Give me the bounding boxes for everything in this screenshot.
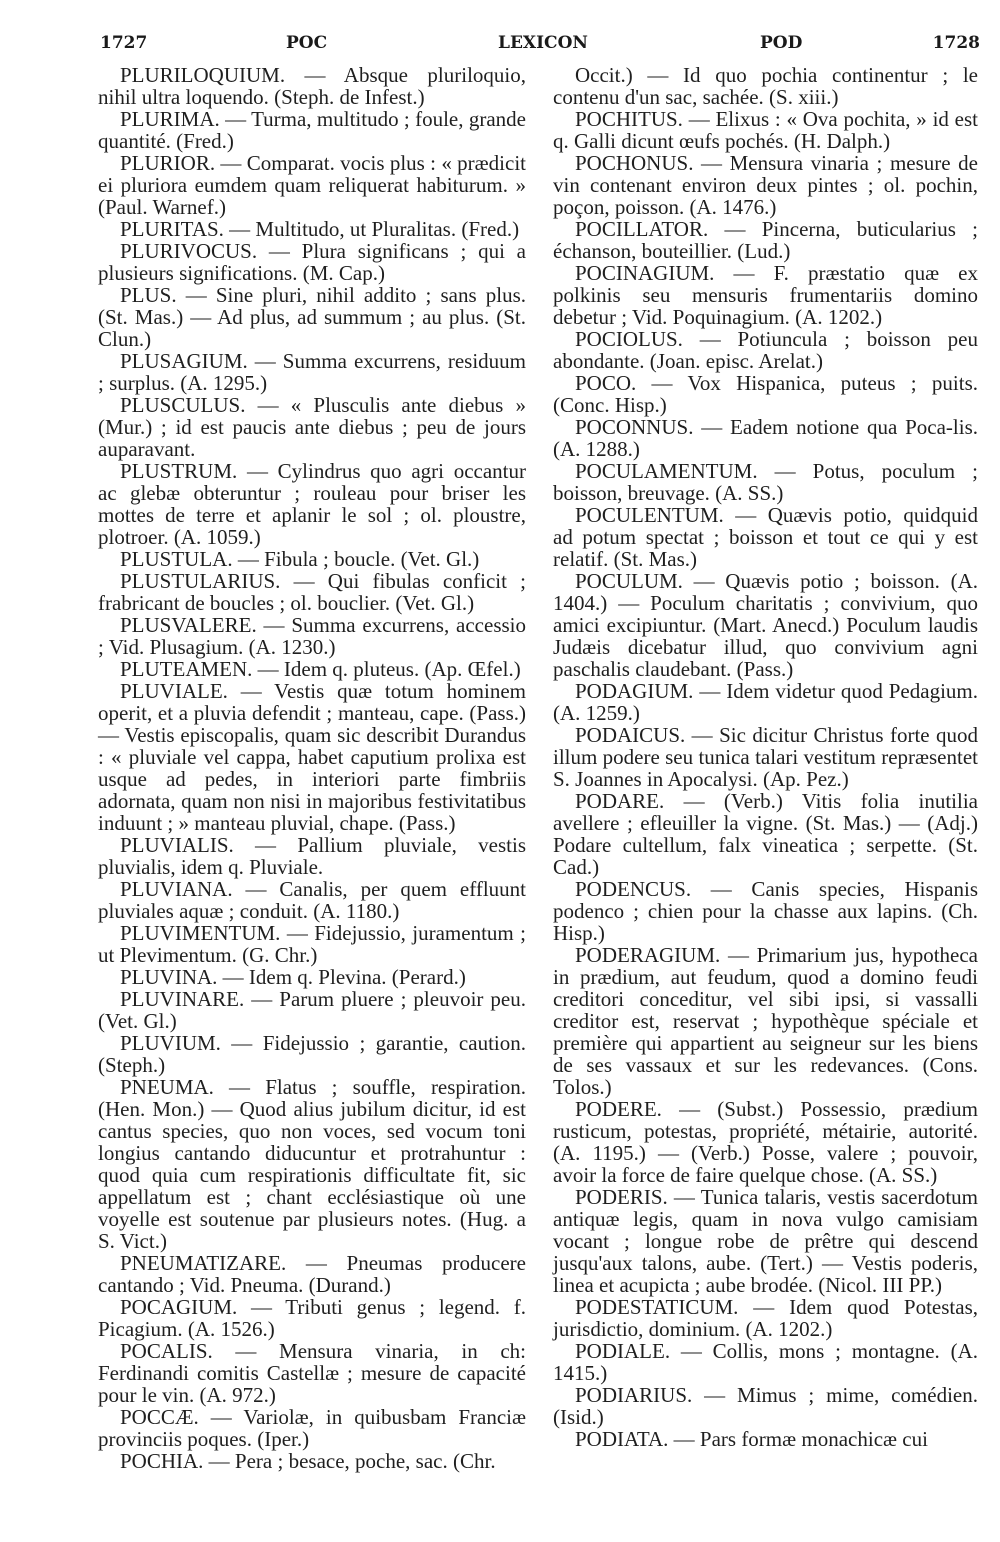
dictionary-entry: PODIARIUS. — Mimus ; mime, comédien. (Isid.) — [553, 1383, 978, 1429]
dictionary-entry: PODARE. — (Verb.) Vitis folia inutilia avellere ; efleuiller la vigne. (St. Mas.) — (Adj.) Podare cultellum, falx vineatica ; serpette. (St. Cad.) — [553, 789, 978, 879]
left-column — [98, 64, 526, 1472]
dictionary-entry: PLUS. — Sine pluri, nihil addito ; sans plus. (St. Mas.) — Ad plus, ad summum ; au plus. (St. Clun.) — [98, 283, 526, 351]
dictionary-entry: POCIOLUS. — Potiuncula ; boisson peu abondante. (Joan. episc. Arelat.) — [553, 327, 978, 373]
dictionary-entry: PLUSTULA. — Fibula ; boucle. (Vet. Gl.) — [120, 547, 480, 571]
dictionary-entry: POCALIS. — Mensura vinaria, in ch: Ferdinandi comitis Castellæ ; mesure de capacité pour le vin. (A. 972.) — [98, 1339, 526, 1407]
dictionary-entry: PLURITAS. — Multitudo, ut Pluralitas. (Fred.) — [120, 217, 520, 241]
dictionary-entry: POCULAMENTUM. — Potus, poculum ; boisson, breuvage. (A. SS.) — [553, 459, 978, 505]
dictionary-entry: POCULENTUM. — Quævis potio, quidquid ad potum spectat ; boisson et tout ce qui y est relatif. (St. Mas.) — [553, 503, 978, 571]
dictionary-entry: PLURIMA. — Turma, multitudo ; foule, grande quantité. (Fred.) — [98, 107, 526, 153]
dictionary-entry: POCCÆ. — Variolæ, in quibusbam Franciæ provinciis poques. (Iper.) — [98, 1405, 526, 1451]
right-column — [553, 64, 978, 1450]
dictionary-entry: POCAGIUM. — Tributi genus ; legend. f. Picagium. (A. 1526.) — [98, 1295, 526, 1341]
right-page-number: 1728 — [932, 33, 980, 53]
dictionary-entry: PLURIOR. — Comparat. vocis plus : « prædicit ei pluriora eumdem quam reliquerat habiturum. » (Paul. Warnef.) — [98, 151, 526, 219]
dictionary-entry: PODIALE. — Collis, mons ; montagne. (A. 1415.) — [553, 1339, 978, 1385]
dictionary-entry: PLUVIANA. — Canalis, per quem effluunt pluviales aquæ ; conduit. (A. 1180.) — [98, 877, 526, 923]
dictionary-entry: PNEUMA. — Flatus ; souffle, respiration. (Hen. Mon.) — Quod alius jubilum dicitur, id est cantus species, quo non voces, sed vocum toni longius cantando diducuntur et protrahuntur : quod quia cum respirationis difficultate fit, sic appellatum est ; chant ecclésiastique où une voyelle est soutenue par plusieurs notes. (Hug. a S. Vict.) — [98, 1075, 526, 1253]
dictionary-entry: Occit.) — Id quo pochia continentur ; le contenu d'un sac, sachée. (S. xiii.) — [553, 63, 978, 109]
dictionary-entry: PLUSTRUM. — Cylindrus quo agri occantur ac glebæ obteruntur ; rouleau pour briser les mottes de terre et aplanir le sol ; ol. ploustre, plotroer. (A. 1059.) — [98, 459, 526, 549]
dictionary-entry: PLUSTULARIUS. — Qui fibulas conficit ; frabricant de boucles ; ol. bouclier. (Vet. Gl.) — [98, 569, 526, 615]
dictionary-entry: PLUSAGIUM. — Summa excurrens, residuum ; surplus. (A. 1295.) — [98, 349, 526, 395]
left-page-number: 1727 — [100, 33, 148, 53]
right-guide-word: POD — [760, 33, 803, 53]
dictionary-entry: PODERIS. — Tunica talaris, vestis sacerdotum antiquæ legis, quam in nova vulgo camisiam vocant ; longue robe de prêtre qui descend jusqu'aux talons, aube. (Tert.) — Vestis poderis, linea et acupicta ; aube brodée. (Nicol. III PP.) — [553, 1185, 978, 1297]
dictionary-entry: POCHIA. — Pera ; besace, poche, sac. (Chr. — [120, 1449, 496, 1473]
running-title: LEXICON — [498, 33, 588, 53]
dictionary-entry: POCHONUS. — Mensura vinaria ; mesure de vin contenant environ deux pintes ; ol. pochin, poçon, poisson. (A. 1476.) — [553, 151, 978, 219]
dictionary-entry: POCHITUS. — Elixus : « Ova pochita, » id est q. Galli dicunt œufs pochés. (H. Dalph.) — [553, 107, 978, 153]
dictionary-entry: PLUVIALIS. — Pallium pluviale, vestis pluvialis, idem q. Pluviale. — [98, 833, 526, 879]
dictionary-entry: PNEUMATIZARE. — Pneumas producere cantando ; Vid. Pneuma. (Durand.) — [98, 1251, 526, 1297]
dictionary-entry: PODIATA. — Pars formæ monachicæ cui — [575, 1427, 928, 1451]
dictionary-entry: POCULUM. — Quævis potio ; boisson. (A. 1404.) — Poculum charitatis ; convivium, quo amici excipiuntur. (Mart. Anecd.) Poculum laudis Judæis dicebatur illud, quo convivium agni paschalis claudebant. (Pass.) — [553, 569, 978, 681]
dictionary-entry: PLUVIUM. — Fidejussio ; garantie, caution. (Steph.) — [98, 1031, 526, 1077]
dictionary-entry: PLUSCULUS. — « Plusculis ante diebus » (Mur.) ; id est paucis ante diebus ; peu de jours auparavant. — [98, 393, 526, 461]
dictionary-entry: PLUSVALERE. — Summa excurrens, accessio ; Vid. Plusagium. (A. 1230.) — [98, 613, 526, 659]
dictionary-entry: PODERE. — (Subst.) Possessio, prædium rusticum, potestas, propriété, métairie, autorité. (A. 1195.) — (Verb.) Posse, valere ; pouvoir, avoir la force de faire quelque chose. (A. SS.) — [553, 1097, 978, 1187]
left-guide-word: POC — [286, 33, 328, 53]
dictionary-entry: PLUVINARE. — Parum pluere ; pleuvoir peu. (Vet. Gl.) — [98, 987, 526, 1033]
dictionary-entry: PODAGIUM. — Idem videtur quod Pedagium. (A. 1259.) — [553, 679, 978, 725]
dictionary-entry: PODERAGIUM. — Primarium jus, hypotheca in prædium, aut feudum, quod a domino feudi creditori conceditur, vel sibi ipsi, si vassalli creditor est, reservat ; hypothèque spéciale et première qui appartient au seigneur sur les biens de ses vassaux et sur les redevances. (Cons. Tolos.) — [553, 943, 978, 1099]
dictionary-entry: PLURILOQUIUM. — Absque pluriloquio, nihil ultra loquendo. (Steph. de Infest.) — [98, 63, 526, 109]
dictionary-entry: POCILLATOR. — Pincerna, buticularius ; échanson, bouteillier. (Lud.) — [553, 217, 978, 263]
dictionary-entry: PLUVINA. — Idem q. Plevina. (Perard.) — [120, 965, 466, 989]
dictionary-entry: POCONNUS. — Eadem notione qua Poca-lis. (A. 1288.) — [553, 415, 978, 461]
dictionary-entry: PLUTEAMEN. — Idem q. pluteus. (Ap. Œfel.) — [120, 657, 521, 681]
dictionary-entry: POCINAGIUM. — F. præstatio quæ ex polkinis seu mensuris frumentariis domino debetur ; Vid. Poquinagium. (A. 1202.) — [553, 261, 978, 329]
dictionary-entry: PODENCUS. — Canis species, Hispanis podenco ; chien pour la chasse aux lapins. (Ch. Hisp.) — [553, 877, 978, 945]
dictionary-entry: PODESTATICUM. — Idem quod Potestas, jurisdictio, dominium. (A. 1202.) — [553, 1295, 978, 1341]
dictionary-entry: POCO. — Vox Hispanica, puteus ; puits. (Conc. Hisp.) — [553, 371, 978, 417]
dictionary-entry: PODAICUS. — Sic dicitur Christus forte quod illum podere seu tunica talari vestitum repræsentet S. Joannes in Apocalysi. (Ap. Pez.) — [553, 723, 978, 791]
dictionary-entry: PLURIVOCUS. — Plura significans ; qui a plusieurs significations. (M. Cap.) — [98, 239, 526, 285]
dictionary-entry: PLUVIALE. — Vestis quæ totum hominem operit, et a pluvia defendit ; manteau, cape. (Pass.) — Vestis episcopalis, quam sic describit Durandus : « pluviale vel cappa, habet caputium prolixa est usque ad pedes, in interiori parte fimbriis adornata, quam non nisi in majoribus festivitatibus induunt ; » manteau pluvial, chape. (Pass.) — [98, 679, 526, 835]
running-header — [100, 33, 980, 59]
dictionary-entry: PLUVIMENTUM. — Fidejussio, juramentum ; ut Plevimentum. (G. Chr.) — [98, 921, 526, 967]
